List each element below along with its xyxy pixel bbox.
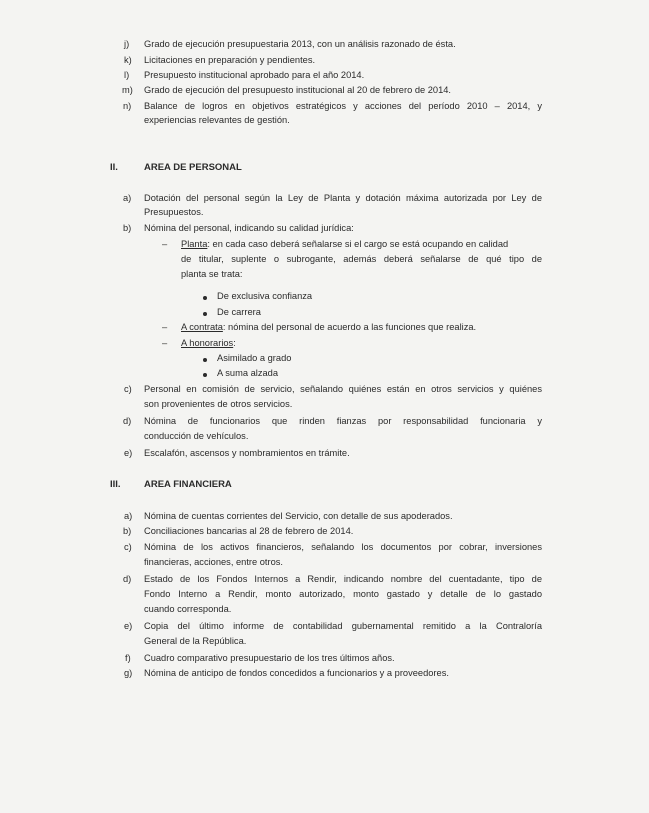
planta-rest: : en cada caso deberá señalarse si el cargo se está ocupando en calidad: [207, 239, 509, 249]
item-label-m: m): [122, 85, 133, 95]
section-2-number: II.: [110, 162, 118, 173]
item-label-3f: f): [125, 653, 131, 663]
item-n-text: Balance de logros en objetivos estratégicos y acciones del período 2010 – 2014, y: [144, 101, 542, 111]
bullet-dot: [203, 358, 207, 362]
planta-term: Planta: [181, 239, 208, 249]
item-3d-text-2: Fondo Interno a Rendir, monto autorizado, monto gastado y detalle de lo gastado: [144, 589, 542, 599]
bullet-dot: [203, 296, 207, 300]
bullet-dot: [203, 373, 207, 377]
item-3c-text: Nómina de los activos financieros, señalando los documentos por cobrar, inversiones: [144, 542, 542, 552]
item-label-3a: a): [124, 511, 133, 521]
item-label-3c: c): [124, 542, 132, 552]
item-2d-text: Nómina de funcionarios que rinden fianzas por responsabilidad funcionaria y: [144, 416, 542, 426]
dash-honorarios: –: [162, 338, 168, 348]
item-3e-text-2: General de la República.: [144, 636, 247, 646]
item-label-3d: d): [123, 574, 132, 584]
item-label-n: n): [123, 101, 132, 111]
contrata-rest: : nómina del personal de acuerdo a las funciones que realiza.: [222, 322, 477, 332]
item-label-2d: d): [123, 416, 132, 426]
item-2a-text-2: Presupuestos.: [144, 207, 204, 217]
planta-bullet-2: De carrera: [217, 307, 261, 317]
item-j-text: Grado de ejecución presupuestaria 2013, con un análisis razonado de ésta.: [144, 39, 456, 49]
contrata-term: A contrata: [181, 322, 223, 332]
item-2d-text-2: conducción de vehículos.: [144, 431, 249, 441]
bullet-dot: [203, 312, 207, 316]
item-m-text: Grado de ejecución del presupuesto institucional al 20 de febrero de 2014.: [144, 85, 452, 95]
item-label-3b: b): [123, 526, 132, 536]
honorarios-bullet-1: Asimilado a grado: [217, 353, 292, 363]
honorarios-term: A honorarios: [181, 338, 234, 348]
item-label-j: j): [124, 39, 130, 49]
item-2b-text: Nómina del personal, indicando su calidad jurídica:: [144, 223, 354, 233]
dash-planta: –: [162, 239, 168, 249]
dash-contrata: –: [162, 322, 168, 332]
section-3-title: AREA FINANCIERA: [144, 479, 232, 490]
item-label-2a: a): [123, 193, 132, 203]
item-l-text: Presupuesto institucional aprobado para el año 2014.: [144, 70, 365, 80]
item-label-2c: c): [124, 384, 132, 394]
item-3d-text: Estado de los Fondos Internos a Rendir, indicando nombre del cuentadante, tipo de: [144, 574, 542, 584]
item-label-2e: e): [124, 448, 133, 458]
section-3-number: III.: [110, 479, 121, 490]
section-2-title: AREA DE PERSONAL: [144, 162, 242, 173]
planta-line-2: de titular, suplente o subrogante, además deberá señalarse de qué tipo de: [181, 254, 542, 264]
item-label-3g: g): [124, 668, 133, 678]
item-2a-text: Dotación del personal según la Ley de Planta y dotación máxima autorizada por Ley de: [144, 193, 542, 203]
item-2e-text: Escalafón, ascensos y nombramientos en trámite.: [144, 448, 350, 458]
item-3f-text: Cuadro comparativo presupuestario de los tres últimos años.: [144, 653, 395, 663]
item-k-text: Licitaciones en preparación y pendientes.: [144, 55, 316, 65]
item-3b-text: Conciliaciones bancarias al 28 de febrero de 2014.: [144, 526, 354, 536]
item-3d-text-3: cuando corresponda.: [144, 604, 232, 614]
honorarios-rest: :: [233, 338, 236, 348]
contrata-line: [181, 321, 476, 334]
item-3c-text-2: financieras, acciones, entre otros.: [144, 557, 284, 567]
item-3a-text: Nómina de cuentas corrientes del Servicio, con detalle de sus apoderados.: [144, 511, 453, 521]
item-label-3e: e): [124, 621, 133, 631]
planta-line-1: [181, 238, 508, 251]
item-3g-text: Nómina de anticipo de fondos concedidos a funcionarios y a proveedores.: [144, 668, 449, 678]
item-2c-text: Personal en comisión de servicio, señalando quiénes están en otros servicios y quiénes: [144, 384, 542, 394]
honorarios-bullet-2: A suma alzada: [217, 368, 278, 378]
item-2c-text-2: son provenientes de otros servicios.: [144, 399, 293, 409]
honorarios-line: [181, 337, 236, 350]
planta-bullet-1: De exclusiva confianza: [217, 291, 313, 301]
item-label-k: k): [124, 55, 132, 65]
item-3e-text: Copia del último informe de contabilidad gubernamental remitido a la Contraloría: [144, 621, 542, 631]
item-n-text-2: experiencias relevantes de gestión.: [144, 115, 290, 125]
planta-line-3: planta se trata:: [181, 269, 243, 279]
item-label-l: l): [124, 70, 130, 80]
item-label-2b: b): [123, 223, 132, 233]
